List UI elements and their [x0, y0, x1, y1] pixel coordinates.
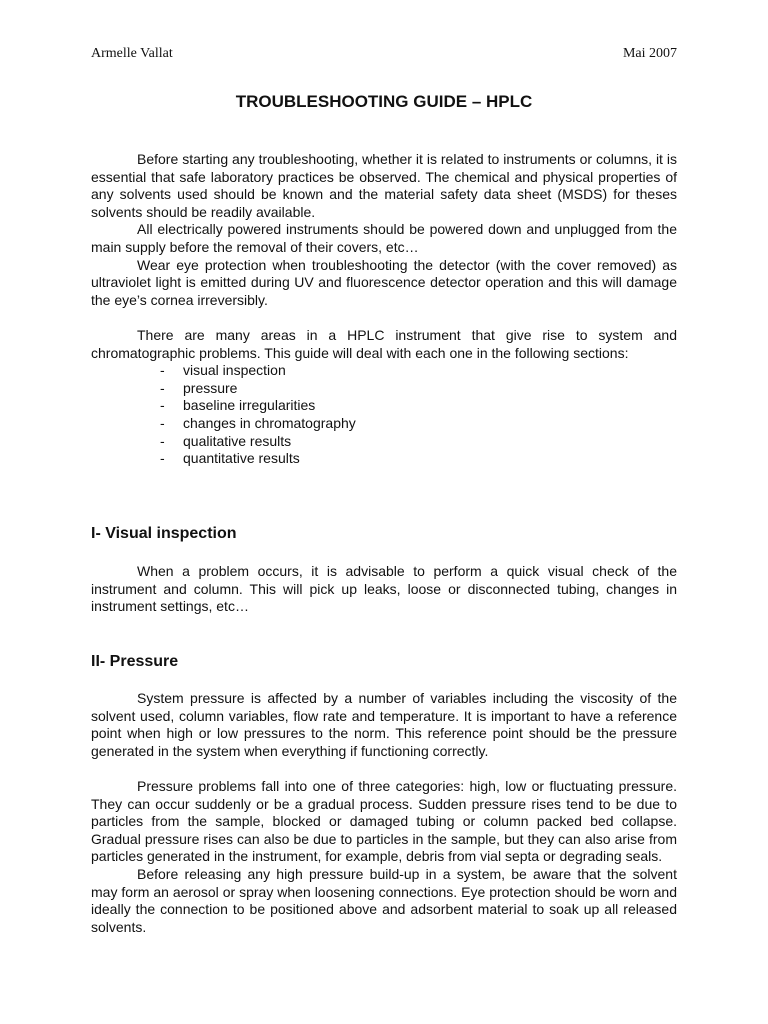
bullet-dash: - [160, 397, 165, 414]
intro-paragraph-2: All electrically powered instruments should be powered down and unplugged from the main supply before the removal of their covers, etc… [91, 221, 677, 255]
pressure-paragraph-3: Before releasing any high pressure build-up in a system, be aware that the solvent may form an aerosol or spray when loosening connections. Eye protection should be worn and ideally the connection to be positioned above and adsorbent material to soak up all released solvents. [91, 865, 677, 935]
list-item: - pressure [160, 379, 238, 396]
pressure-block [91, 690, 677, 936]
sections-list [91, 362, 677, 468]
areas-paragraph: There are many areas in a HPLC instrument that give rise to system and chromatographic problems. This guide will deal with each one in the following sections: [91, 326, 677, 361]
document-title: TROUBLESHOOTING GUIDE – HPLC [235, 92, 533, 111]
section-heading-pressure: II- Pressure [91, 653, 179, 670]
list-item: - quantitative results [160, 450, 300, 467]
header-date: Mai 2007 [622, 46, 677, 61]
section-heading-visual-inspection: I- Visual inspection [91, 525, 237, 542]
list-item: - changes in chromatography [160, 414, 356, 431]
bullet-dash: - [160, 450, 165, 467]
header-author: Armelle Vallat [91, 46, 173, 61]
bullet-dash: - [160, 379, 165, 396]
intro-paragraph-1: Before starting any troubleshooting, whether it is related to instruments or columns, it is essential that safe laboratory practices be observed. The chemical and physical properties of any solvents used should be known and the material safety data sheet (MSDS) for theses solvents should be readily available. [91, 151, 677, 220]
list-item: - qualitative results [160, 432, 292, 449]
visual-inspection-paragraph: When a problem occurs, it is advisable to perform a quick visual check of the instrument and column. This will pick up leaks, loose or disconnected tubing, changes in instrument settings, etc… [91, 563, 677, 615]
list-item: - baseline irregularities [160, 397, 316, 414]
pressure-paragraph-2: Pressure problems fall into one of three categories: high, low or fluctuating pressure. They can occur suddenly or be a gradual process. Sudden pressure rises tend to be due to particles from the sample, blocked or damaged tubing or column packed bed collapse. Gradual pressure rises can also be due to particles in the sample, but they can also arise from particles generated in the instrument, for example, debris from vial septa or degrading seals. [91, 777, 677, 865]
pressure-paragraph-1: System pressure is affected by a number of variables including the viscosity of the solvent used, column variables, flow rate and temperature. It is important to have a reference point when high or low pressures to the norm. This reference point should be the pressure generated in the system when everything if functioning correctly. [91, 690, 677, 759]
intro-block [91, 151, 677, 468]
bullet-dash: - [160, 414, 165, 431]
visual-inspection-block [91, 563, 677, 616]
bullet-dash: - [160, 432, 165, 449]
bullet-dash: - [160, 362, 165, 379]
intro-paragraph-3: Wear eye protection when troubleshooting the detector (with the cover removed) as ultraviolet light is emitted during UV and fluorescence detector operation and this will damage the eye’s cornea irreversibly. [91, 256, 677, 308]
list-item: - visual inspection [160, 362, 286, 379]
